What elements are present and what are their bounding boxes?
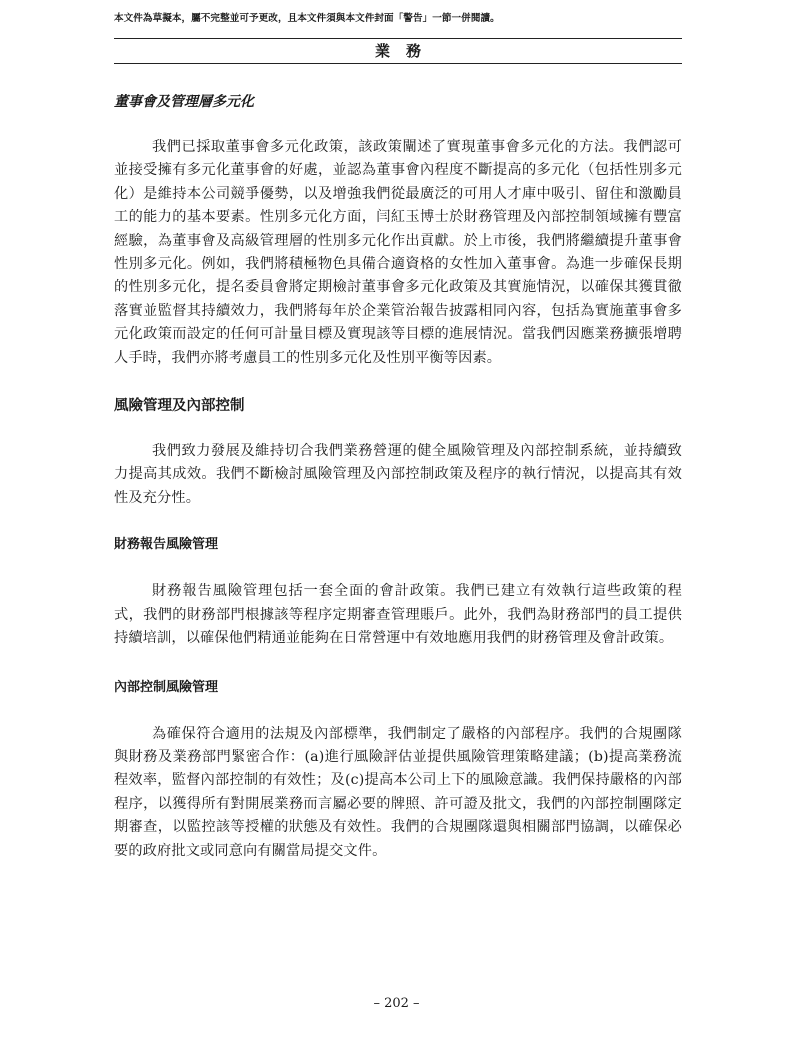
risk-management-paragraph: 我們致力發展及維持切合我們業務營運的健全風險管理及內部控制系統，並持續致力提高其成效。我們不斷檢討風險管理及內部控制政策及程序的執行情況，以提高其有效性及充分性。 — [114, 443, 682, 506]
document-body — [114, 90, 682, 863]
internal-control-paragraph: 為確保符合適用的法規及內部標準，我們制定了嚴格的內部程序。我們的合規團隊與財務及業務部門緊密合作：(a)進行風險評估並提供風險管理策略建議；(b)提高業務流程效率，監督內部控制的有效性；及(c)提高本公司上下的風險意識。我們保持嚴格的內部程序，以獲得所有對開展業務而言屬必要的牌照、許可證及批文，我們的內部控制團隊定期審查，以監控該等授權的狀態及有效性。我們的合規團隊還與相關部門協調，以確保必要的政府批文或同意向有關當局提交文件。 — [114, 725, 682, 859]
financial-reporting-heading: 財務報告風險管理 — [114, 537, 219, 553]
page-number: – 202 – — [373, 996, 420, 1011]
draft-disclaimer: 本文件為草擬本，屬不完整並可予更改，且本文件須與本文件封面「警告」一節一併閱讀。 — [114, 13, 500, 24]
header-top-rule — [114, 38, 682, 39]
board-diversity-heading: 董事會及管理層多元化 — [114, 94, 254, 110]
section-title: 業務 — [374, 42, 437, 60]
internal-control-heading: 內部控制風險管理 — [114, 679, 219, 695]
header-bottom-rule — [114, 63, 682, 64]
financial-reporting-paragraph: 財務報告風險管理包括一套全面的會計政策。我們已建立有效執行這些政策的程式，我們的財務部門根據該等程序定期審查管理賬戶。此外，我們為財務部門的員工提供持續培訓，以確保他們精通並能夠在日常營運中有效地應用我們的財務管理及會計政策。 — [114, 583, 682, 647]
risk-management-heading: 風險管理及內部控制 — [114, 398, 245, 415]
board-diversity-paragraph: 我們已採取董事會多元化政策，該政策闡述了實現董事會多元化的方法。我們認可並接受擁有多元化董事會的好處，並認為董事會內程度不斷提高的多元化（包括性別多元化）是維持本公司競爭優勢，以及增強我們從最廣泛的可用人才庫中吸引、留住和激勵員工的能力的基本要素。性別多元化方面，闫紅玉博士於財務管理及內部控制領域擁有豐富經驗，為董事會及高級管理層的性別多元化作出貢獻。於上市後，我們將繼續提升董事會性別多元化。例如，我們將積極物色具備合適資格的女性加入董事會。為進一步確保長期的性別多元化，提名委員會將定期檢討董事會多元化政策及其實施情況，以確保其獲貫徹落實並監督其持續效力，我們將每年於企業管治報告披露相同內容，包括為實施董事會多元化政策而設定的任何可計量目標及實現該等目標的進展情況。當我們因應業務擴張增聘人手時，我們亦將考慮員工的性別多元化及性別平衡等因素。 — [114, 139, 682, 366]
